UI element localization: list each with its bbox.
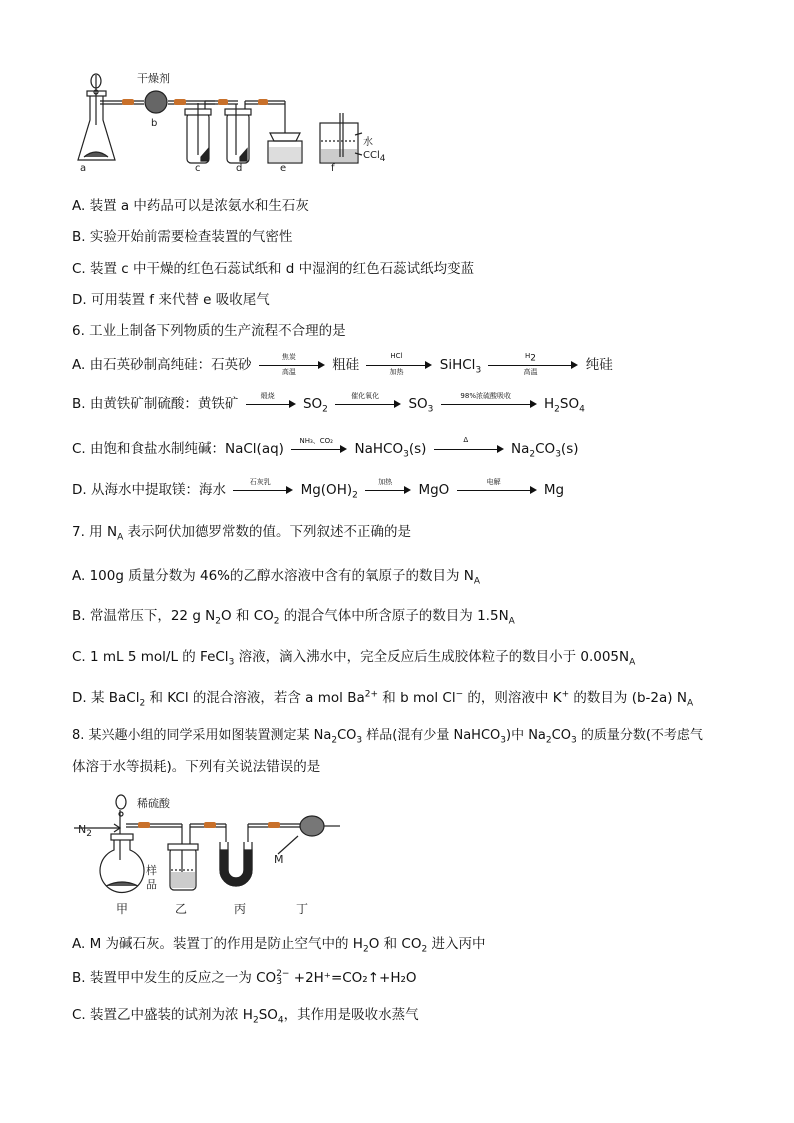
q8-option-c: C. 装置乙中盛装的试剂为浓 $H_2SO_4$，其作用是吸收水蒸气 [72,1007,419,1026]
sample-label-2: 品 [146,878,157,891]
q6-option-a: A. 由石英砂制高纯硅：石英砂 焦炭 高温 粗硅 HCl 加热 SiHCl$_3$ $H_2$ 高温 纯硅 [72,352,613,376]
q8-option-b: B. 装置甲中发生的反应之一为 CO 2− 3 +2H⁺=CO₂↑+H₂O [72,969,417,987]
q7-option-d: D. 某 BaCl$_2$ 和 KCl 的混合溶液，若含 a mol $Ba^{2+}$ 和 b mol Cl− 的，则溶液中 K+ 的数目为 (b-2a) $N_A$ [72,689,694,709]
q6-option-d: D. 从海水中提取镁：海水 石灰乳 $Mg(OH)_2$ 加热 MgO 电解 Mg [72,478,565,501]
reaction-arrow: HCl 加热 [366,358,432,372]
reaction-arrow: NH₃、CO₂ [291,442,347,456]
reaction-arrow: 石灰乳 [233,483,293,497]
q7-option-a: A. 100g 质量分数为 46%的乙醇水溶液中含有的氧原子的数目为 $N_A$ [72,568,481,587]
q7-option-c: C. 1 mL 5 mol/L 的 FeCl$_3$ 溶液，滴入沸水中，完全反应后生成胶体粒子的数目小于 $0.005N_A$ [72,649,636,668]
label-jia: 甲 [116,902,129,916]
sample-label-1: 样 [146,864,157,877]
reaction-arrow: Δ [434,442,504,456]
apparatus-drawing-2 [72,790,352,900]
n2-label: $N_2$ [78,823,92,840]
desiccant-label: 干燥剂 [137,72,170,85]
water-label: 水 [363,137,373,148]
ccl4-label: CCl$_4$ [363,150,386,164]
reaction-arrow: 加热 [365,483,411,497]
label-c: c [195,163,201,174]
label-b: b [151,118,158,129]
dilute-acid-label: 稀硫酸 [137,797,170,810]
label-ding: 丁 [296,902,309,916]
q6-option-c: C. 由饱和食盐水制纯碱：NaCl(aq) NH₃、CO₂ NaHCO$_3$(s) Δ $Na_2CO_3(s)$ [72,436,579,460]
reaction-arrow: 催化氧化 [335,397,401,411]
label-bing: 丙 [234,902,247,916]
label-a: a [80,163,87,174]
q7-stem: 7. 用 $N_A$ 表示阿伏加德罗常数的值。下列叙述不正确的是 [72,524,412,543]
apparatus-drawing-1 [70,65,470,175]
label-d: d [236,163,243,174]
label-e: e [280,163,287,174]
m-label: M [274,853,284,866]
q5-option-d: D. 可用装置 f 来代替 e 吸收尾气 [72,292,270,308]
q5-option-b: B. 实验开始前需要检查装置的气密性 [72,229,293,245]
reaction-arrow: 焦炭 高温 [259,358,325,372]
reaction-arrow: 煅烧 [246,397,296,411]
q8-stem-line-2: 体溶于水等损耗)。下列有关说法错误的是 [72,759,321,775]
reaction-arrow: $H_2$ 高温 [488,358,578,372]
q5-option-a: A. 装置 a 中药品可以是浓氨水和生石灰 [72,198,309,214]
reaction-arrow: 电解 [457,483,537,497]
q8-option-a: A. M 为碱石灰。装置丁的作用是防止空气中的 $H_2O$ 和 $CO_2$ 进入丙中 [72,936,486,955]
q5-option-c: C. 装置 c 中干燥的红色石蕊试纸和 d 中湿润的红色石蕊试纸均变蓝 [72,261,475,277]
reaction-arrow: 98%浓硫酸吸收 [441,397,537,411]
q8-stem-line-1: 8. 某兴趣小组的同学采用如图装置测定某 $Na_2CO_3$ 样品(混有少量 NaHCO$_3$)中 $Na_2CO_3$ 的质量分数(不考虑气 [72,728,703,746]
q7-option-b: B. 常温常压下，22 g $N_2O$ 和 $CO_2$ 的混合气体中所含原子的数目为 $1.5N_A$ [72,608,515,627]
q6-option-b: B. 由黄铁矿制硫酸：黄铁矿 煅烧 $SO_2$ 催化氧化 $SO_3$ 98%浓硫酸吸收 $H_2SO_4$ [72,392,585,415]
label-f: f [331,163,335,174]
label-yi: 乙 [175,902,188,916]
q6-stem: 6. 工业上制备下列物质的生产流程不合理的是 [72,323,346,339]
